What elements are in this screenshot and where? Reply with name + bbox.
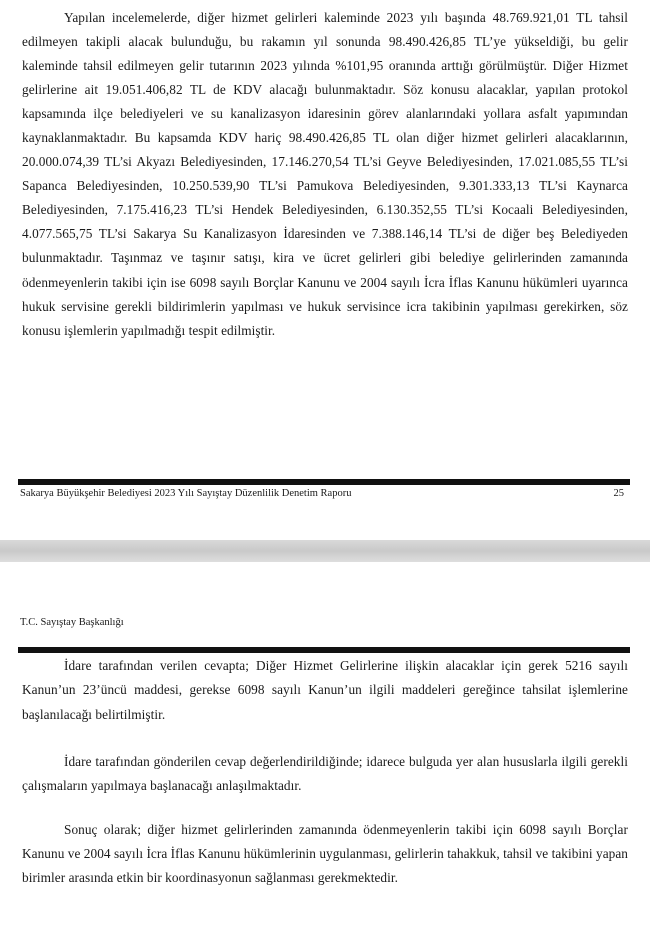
evaluation-paragraph: İdare tarafından gönderilen cevap değerlendirildiğinde; idarece bulguda yer alan hususlarla ilgili gerekli çalışmaların yapılmaya başlanacağı anlaşılmaktadır. xyxy=(22,754,628,794)
conclusion-paragraph: Sonuç olarak; diğer hizmet gelirlerinden zamanında ödenmeyenlerin takibi için 6098 sayılı Borçlar Kanunu ve 2004 sayılı İcra İflas Kanunu hükümlerinin uygulanması, gelirlerin tahakkuk, tahsil ve takibini yapan birimler arasında etkin bir koordinasyonun sağlanması gerekmektedir. xyxy=(22,822,628,886)
footer-divider xyxy=(18,479,630,485)
finding-paragraph: Yapılan incelemelerde, diğer hizmet gelirleri kaleminde 2023 yılı başında 48.769.921,01 TL tahsil edilmeyen takipli alacak bulunduğu, bu rakamın yıl sonunda 98.490.426,85 TL’ye yükseldiği, bu gelir kaleminde tahsil edilmeyen gelir tutarının 2023 yılında %101,95 oranında arttığı görülmüştür. Diğer Hizmet gelirlerine ait 19.051.406,82 TL de KDV alacağı bulunmaktadır. Söz konusu alacaklar, yapılan protokol kapsamında ilçe belediyeleri ve su kanalizasyon idaresinin görev alanlarındaki yollara asfalt yapımından kaynaklanmaktadır. Bu kapsamda KDV hariç 98.490.426,85 TL olan diğer hizmet gelirleri alacaklarının, 20.000.074,39 TL’si Akyazı Belediyesinden, 17.146.270,54 TL’si Geyve Belediyesinden, 17.021.085,55 TL’si Sapanca Belediyesinden, 10.250.539,90 TL’si Pamukova Belediyesinden, 9.301.333,13 TL’si Kaynarca Belediyesinden, 7.175.416,23 TL’si Hendek Belediyesinden, 6.130.352,55 TL’si Kocaali Belediyesinden, 4.077.565,75 TL’si Sakarya Su Kanalizasyon İdaresinden ve 7.388.146,14 TL’si de diğer beş Belediyeden bulunmaktadır. Taşınmaz ve taşınır satışı, kira ve ücret gelirleri gibi belediye gelirlerinden zamanında ödenmeyenlerin takibi için ise 6098 sayılı Borçlar Kanunu ve 2004 sayılı İcra İflas Kanunu hükümleri uyarınca hukuk servisine gerekli bildirimlerin yapılması ve hukuk servisince icra takibinin yapılması gerekirken, söz konusu işlemlerin yapılmadığı tespit edilmiştir. xyxy=(22,10,628,338)
page-separator xyxy=(0,540,650,562)
page-number: 25 xyxy=(613,488,624,499)
page-header: T.C. Sayıştay Başkanlığı xyxy=(20,617,124,628)
administration-response-paragraph: İdare tarafından verilen cevapta; Diğer Hizmet Gelirlerine ilişkin alacaklar için gerek 5216 sayılı Kanun’un 23’üncü maddesi, gerekse 6098 sayılı Kanun’un ilgili maddeleri gereğince tahsilat işlemlerine başlanılacağı belirtilmiştir. xyxy=(22,658,628,722)
report-page-26 xyxy=(0,562,650,938)
header-divider xyxy=(18,647,630,653)
footer-report-title: Sakarya Büyükşehir Belediyesi 2023 Yılı Sayıştay Düzenlilik Denetim Raporu xyxy=(20,488,352,499)
